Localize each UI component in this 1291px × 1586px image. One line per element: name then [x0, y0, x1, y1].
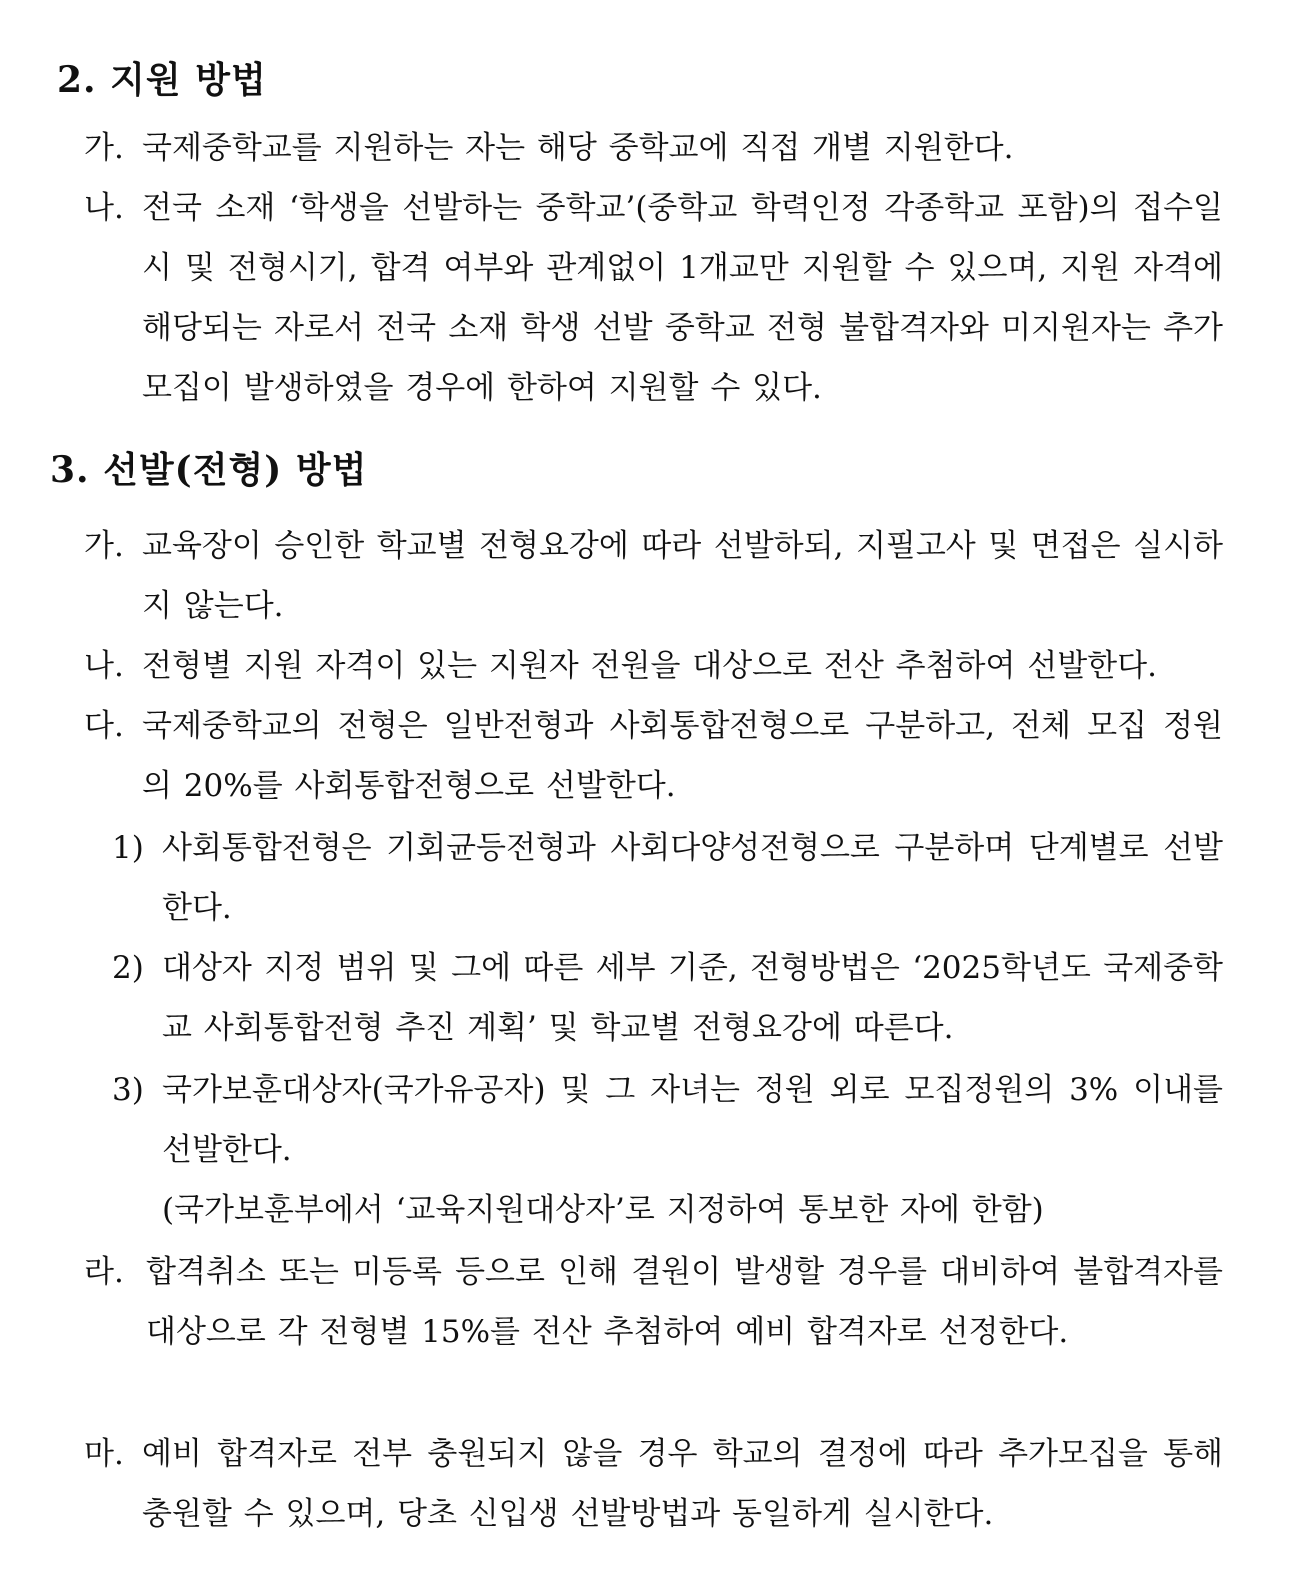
item-marker: 라.	[84, 1254, 124, 1290]
section-2-item-na	[84, 178, 1223, 418]
section-2-item-ga	[84, 118, 1223, 178]
item-text: 국가보훈대상자(국가유공자) 및 그 자녀는 정원 외로 모집정원의 3% 이내를 선발한다.	[162, 1072, 1223, 1168]
item-marker: 2)	[112, 950, 144, 986]
item-text: 대상자 지정 범위 및 그에 따른 세부 기준, 전형방법은 ‘2025학년도 국제중학교 사회통합전형 추진 계획’ 및 학교별 전형요강에 따른다.	[162, 950, 1223, 1046]
section-3-item-ra	[84, 1242, 1223, 1362]
item-text: 교육장이 승인한 학교별 전형요강에 따라 선발하되, 지필고사 및 면접은 실시하지 않는다.	[142, 528, 1223, 624]
item-marker: 나.	[84, 648, 124, 684]
item-marker: 1)	[112, 830, 144, 866]
section-3-subitem-1	[112, 818, 1223, 938]
section-3-item-ma	[84, 1424, 1223, 1544]
item-text: 국제중학교를 지원하는 자는 해당 중학교에 직접 개별 지원한다.	[142, 130, 1014, 166]
section-3-title: 3. 선발(전형) 방법	[50, 449, 368, 491]
item-marker: 나.	[84, 190, 124, 226]
section-3-item-na	[84, 636, 1223, 696]
item-text: 국제중학교의 전형은 일반전형과 사회통합전형으로 구분하고, 전체 모집 정원의 20%를 사회통합전형으로 선발한다.	[142, 708, 1223, 804]
section-3-item-da	[84, 696, 1223, 816]
item-marker: 가.	[84, 528, 124, 564]
item-text: 예비 합격자로 전부 충원되지 않을 경우 학교의 결정에 따라 추가모집을 통해 충원할 수 있으며, 당초 신입생 선발방법과 동일하게 실시한다.	[142, 1436, 1223, 1532]
section-3-subitem-2	[112, 938, 1223, 1058]
item-text: 전국 소재 ‘학생을 선발하는 중학교’(중학교 학력인정 각종학교 포함)의 접수일시 및 전형시기, 합격 여부와 관계없이 1개교만 지원할 수 있으며, 지원 자격에 해당되는 자로서 전국 소재 학생 선발 중학교 전형 불합격자와 미지원자는 추가모집이 발생하였을 경우에 한하여 지원할 수 있다.	[142, 190, 1223, 406]
item-marker: 마.	[84, 1436, 124, 1472]
section-3-item-ga	[84, 516, 1223, 636]
item-text: 전형별 지원 자격이 있는 지원자 전원을 대상으로 전산 추첨하여 선발한다.	[142, 648, 1157, 684]
item-marker: 3)	[112, 1072, 144, 1108]
item-note: (국가보훈부에서 ‘교육지원대상자’로 지정하여 통보한 자에 한함)	[162, 1192, 1044, 1228]
section-3-subitem-3	[112, 1060, 1223, 1240]
item-text: 합격취소 또는 미등록 등으로 인해 결원이 발생할 경우를 대비하여 불합격자를 대상으로 각 전형별 15%를 전산 추첨하여 예비 합격자로 선정한다.	[146, 1254, 1223, 1350]
item-marker: 다.	[84, 708, 124, 744]
section-2-title: 2. 지원 방법	[57, 59, 267, 101]
item-text: 사회통합전형은 기회균등전형과 사회다양성전형으로 구분하며 단계별로 선발한다.	[162, 830, 1223, 926]
item-marker: 가.	[84, 130, 124, 166]
